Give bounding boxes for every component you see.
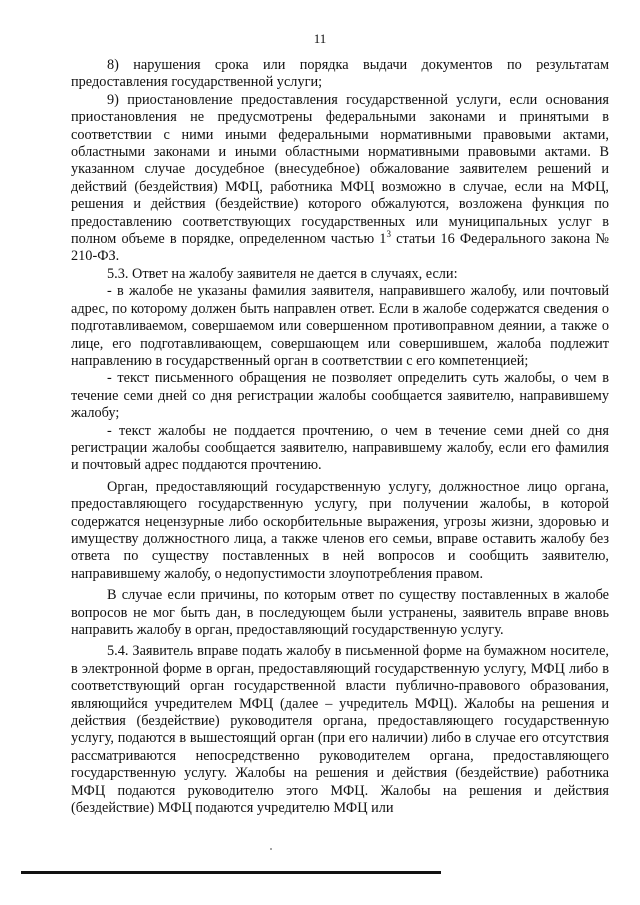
page-number: 11	[313, 31, 327, 46]
document-body	[71, 57, 609, 817]
bullet-no-name-address: - в жалобе не указаны фамилия заявителя, направившего жалобу, или почтовый адрес, по которому должен быть направлен ответ. Если в жалобе содержатся сведения о подготавливаемом, совершаемом или совершенном противоправном деянии, а также о лице, его подготавливающем, совершающем или совершившем, жалоба подлежит направлению в государственный орган в соответствии с его компетенцией;	[71, 283, 609, 369]
section-5-4-paragraph: 5.4. Заявитель вправе подать жалобу в письменной форме на бумажном носителе, в электронной форме в орган, предоставляющий государственную услугу, МФЦ либо в соответствующий орган государственной власти публично-правового образования, являющийся учредителем МФЦ (далее – учредитель МФЦ). Жалобы на решения и действия (бездействие) руководителя органа, предоставляющего государственную услугу, подаются в вышестоящий орган (при его наличии) либо в случае его отсутствия рассматриваются непосредственно руководителем органа, предоставляющего государственную услугу. Жалобы на решения и действия (бездействие) работника МФЦ подаются руководителю этого МФЦ. Жалобы на решения и действия (бездействие) МФЦ подаются учредителю МФЦ или	[71, 643, 609, 817]
paragraph-obscene-content: Орган, предоставляющий государственную услугу, должностное лицо органа, предоставляющего государственную услугу, при получении жалобы, в которой содержатся нецензурные либо оскорбительные выражения, угрозы жизни, здоровью и имуществу должностного лица, а также членов его семьи, вправе оставить жалобу без ответа по существу поставленных в ней вопросов и сообщить заявителю, направившему жалобу, о недопустимости злоупотребления правом.	[71, 478, 609, 582]
paragraph-item-8: 8) нарушения срока или порядка выдачи документов по результатам предоставления государственной услуги;	[71, 57, 609, 91]
paragraph-item-9-text: 9) приостановление предоставления государственной услуги, если основания приостановления не предусмотрены федеральными законами и принятыми в соответствии с ними иными федеральными нормативными правовыми актами, областными законами и иными областными нормативными правовыми актами. В указанном случае досудебное (внесудебное) обжалование заявителем решений и действий (бездействия) МФЦ, работника МФЦ возможно в случае, если на МФЦ, решения и действия (бездействие) которого обжалуются, возложена функция по предоставлению соответствующих государственных или муниципальных услуг в полном объеме в порядке, определенном частью 1	[71, 91, 609, 248]
bottom-rule	[21, 871, 441, 874]
paragraph-item-9-tail: статьи 16 Федерального закона № 210-ФЗ.	[71, 231, 610, 265]
bullet-unreadable-text: - текст жалобы не поддается прочтению, о чем в течение семи дней со дня регистрации жалобы сообщается заявителю, направившему жалобу, если его фамилия и почтовый адрес поддаются прочтению.	[71, 422, 609, 474]
scan-speck	[270, 848, 272, 850]
footnote-superscript: 3	[386, 229, 391, 240]
paragraph-reasons-eliminated: В случае если причины, по которым ответ по существу поставленных в жалобе вопросов не мог быть дан, в последующем были устранены, заявитель вправе вновь направить жалобу в орган, предоставляющий государственную услугу.	[71, 587, 609, 638]
bullet-unreadable-essence: - текст письменного обращения не позволяет определить суть жалобы, о чем в течение семи дней со дня регистрации жалобы сообщается заявителю, направившему жалобу;	[71, 370, 609, 422]
paragraph-item-9	[71, 92, 609, 266]
section-5-3-heading: 5.3. Ответ на жалобу заявителя не дается в случаях, если:	[107, 265, 458, 282]
